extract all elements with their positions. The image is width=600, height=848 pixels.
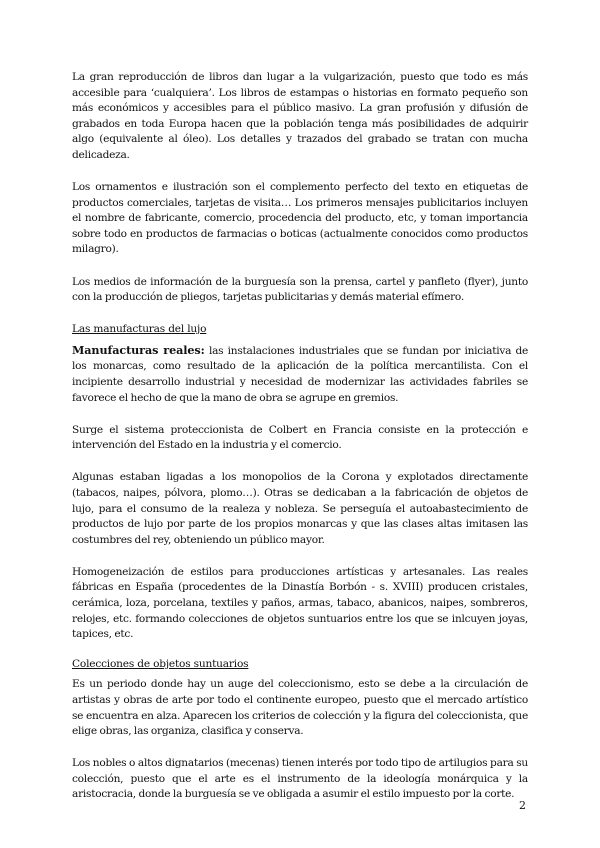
section-heading-colecciones: Colecciones de objetos suntuarios — [72, 657, 249, 670]
document-page — [72, 70, 528, 820]
paragraph-monopolios: Algunas estaban ligadas a los monopolios de la Corona y explotados directamente (tabacos, naipes, pólvora, plomo…). Otras se dedicaban a la fabricación de objetos de lujo, para el consumo de la realeza y nobleza. Se perseguía el autoabastecimiento de productos de lujo por parte de los propios monarcas y que las clases altas imitasen las costumbres del rey, obteniendo un público mayor. — [72, 471, 528, 546]
paragraph-coleccionismo: Es un periodo donde hay un auge del coleccionismo, esto se debe a la circulación de artistas y obras de arte por todo el continente europeo, puesto que el mercado artístico se encuentra en alza. Aparecen los criterios de colección y la figura del coleccionista, que elige obras, las organiza, clasifica y conserva. — [72, 678, 528, 738]
paragraph-manufacturas-text: las instalaciones industriales que se fundan por iniciativa de los monarcas, como resultado de la aplicación de la política mercantilista. Con el incipiente desarrollo industrial y necesidad de modernizar las actividades fabriles se favorece el hecho de que la mano de obra se agrupe en gremios. — [72, 344, 528, 404]
term-manufacturas-reales: Manufacturas reales: — [72, 342, 205, 357]
paragraph-intro-3: Los medios de información de la burguesía son la prensa, cartel y panfleto (flyer), junto con la producción de pliegos, tarjetas publicitarias y demás material efímero. — [72, 275, 528, 304]
paragraph-mecenas: Los nobles o altos dignatarios (mecenas) tienen interés por todo tipo de artilugios para su colección, puesto que el arte es el instrumento de la ideología monárquica y la aristocracia, donde la burguesía se ve obligada a asumir el estilo impuesto por la corte. — [72, 757, 528, 801]
page-number: 2 — [519, 799, 526, 812]
paragraph-manufacturas-reales — [72, 343, 528, 406]
paragraph-intro-1: La gran reproducción de libros dan lugar a la vulgarización, puesto que todo es más accesible para ‘cualquiera’. Los libros de estampas o historias en formato pequeño son más económicos y accesibles para el público masivo. La gran profusión y difusión de grabados en toda Europa hacen que la población tenga más posibilidades de adquirir algo (equivalente al óleo). Los detalles y trazados del grabado se tratan con mucha delicadeza. — [72, 71, 528, 161]
paragraph-homogeneizacion: Homogeneización de estilos para producciones artísticas y artesanales. Las reales fábricas en España (procedentes de la Dinastía Borbón - s. XVIII) producen cristales, cerámica, loza, porcelana, textiles y paños, armas, tabaco, abanicos, naipes, sombreros, relojes, etc. formando colecciones de objetos suntuarios entre los que se inlcuyen joyas, tapices, etc. — [72, 565, 528, 641]
paragraph-colbert: Surge el sistema proteccionista de Colbert en Francia consiste en la protección e intervención del Estado en la industria y el comercio. — [72, 423, 528, 452]
section-heading-manufacturas: Las manufacturas del lujo — [72, 323, 207, 336]
paragraph-intro-2: Los ornamentos e ilustración son el complemento perfecto del texto en etiquetas de productos comerciales, tarjetas de visita… Los primeros mensajes publicitarios incluyen el nombre de fabricante, comercio, procedencia del producto, etc, y toman importancia sobre todo en productos de farmacias o boticas (actualmente conocidos como productos milagro). — [72, 181, 528, 256]
